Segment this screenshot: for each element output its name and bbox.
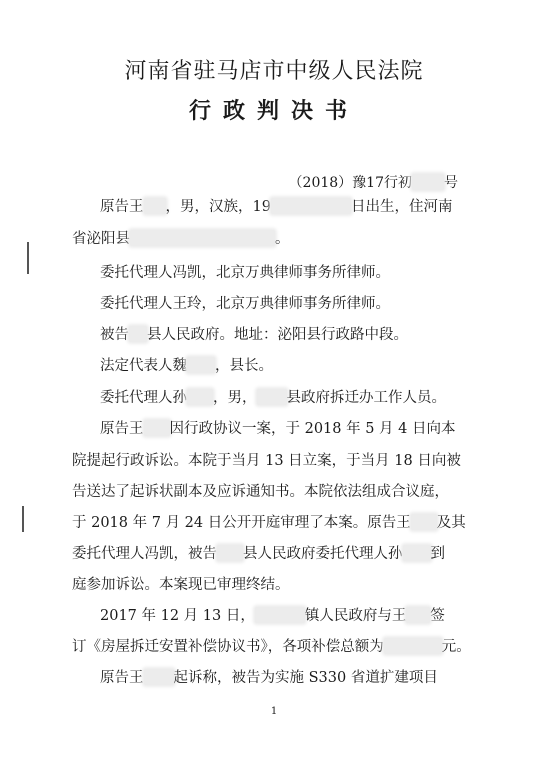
text-span: 订《房屋拆迁安置补偿协议书》，各项补偿总额为 <box>72 639 384 655</box>
text-span: 县人民政府。地址：泌阳县行政路中段。 <box>147 327 408 343</box>
text-span: 日出生，住河南 <box>350 199 453 215</box>
page-number: 1 <box>270 706 278 717</box>
text-span: 镇人民政府与王 <box>304 608 407 624</box>
case-number <box>289 172 458 192</box>
redaction <box>255 607 305 623</box>
redaction <box>406 607 430 623</box>
text-line <box>100 668 438 688</box>
text-span: 委托代理人孙 <box>100 390 187 406</box>
text-span: 委托代理人冯凯，被告 <box>72 546 217 562</box>
redaction <box>144 420 170 436</box>
text-span: 及其 <box>436 515 466 531</box>
text-line: 院提起行政诉讼。本院于当月 13 日立案，于当月 18 日向被 <box>72 453 461 469</box>
text-span: 原告王 <box>100 670 144 686</box>
text-span: ，县长。 <box>215 358 273 374</box>
text-span: 因行政协议一案，于 2018 年 5 月 4 日向本 <box>169 421 456 437</box>
text-line <box>100 325 408 345</box>
text-line <box>100 388 446 408</box>
text-span: 省泌阳县 <box>72 231 130 247</box>
text-span: 元。 <box>441 639 471 655</box>
redaction <box>411 514 437 530</box>
redaction <box>412 174 444 190</box>
redaction <box>403 545 431 561</box>
document-title: 行政判决书 <box>188 98 359 124</box>
text-line: 委托代理人王玲，北京万典律师事务所律师。 <box>100 296 390 312</box>
text-line: 庭参加诉讼。本案现已审理终结。 <box>72 577 290 593</box>
text-span: 于 2018 年 7 月 24 日公开开庭审理了本案。原告王 <box>72 515 411 531</box>
text-line <box>100 419 456 439</box>
text-span: 起诉称，被告为实施 S330 省道扩建项目 <box>173 670 438 686</box>
text-span: 到 <box>430 546 445 562</box>
text-line <box>72 637 471 657</box>
redaction <box>257 389 287 405</box>
text-span: 2017 年 12 月 13 日， <box>100 608 255 624</box>
case-number-prefix: （2018）豫17行初 <box>288 175 412 191</box>
text-span: 原告王 <box>100 421 144 437</box>
redaction <box>384 638 442 654</box>
court-name: 河南省驻马店市中级人民法院 <box>124 59 424 84</box>
text-line <box>72 229 290 249</box>
redaction <box>217 545 243 561</box>
text-line <box>72 544 445 564</box>
redaction <box>130 230 275 246</box>
text-span: ，男， <box>213 390 257 406</box>
text-line <box>100 356 273 376</box>
text-line <box>100 606 445 626</box>
redaction <box>129 326 147 342</box>
text-span: 县政府拆迁办工作人员。 <box>286 390 446 406</box>
text-line: 委托代理人冯凯，北京万典律师事务所律师。 <box>100 265 390 281</box>
scan-mark <box>27 242 29 274</box>
redaction <box>271 198 351 214</box>
redaction <box>144 669 174 685</box>
scan-mark <box>22 506 24 532</box>
text-line: 告送达了起诉状副本及应诉通知书。本院依法组成合议庭， <box>72 484 449 500</box>
text-span: 原告王 <box>100 199 144 215</box>
text-span: ，男，汉族，19 <box>165 199 271 215</box>
text-span: 。 <box>275 231 290 247</box>
text-span: 县人民政府委托代理人孙 <box>243 546 403 562</box>
text-span: 法定代表人魏 <box>100 358 187 374</box>
text-line <box>100 197 452 217</box>
redaction <box>187 389 213 405</box>
redaction <box>187 357 215 373</box>
text-span: 签 <box>430 608 445 624</box>
text-line <box>72 513 466 533</box>
text-span: 被告 <box>100 327 129 343</box>
redaction <box>144 198 166 214</box>
case-number-suffix: 号 <box>444 175 458 191</box>
